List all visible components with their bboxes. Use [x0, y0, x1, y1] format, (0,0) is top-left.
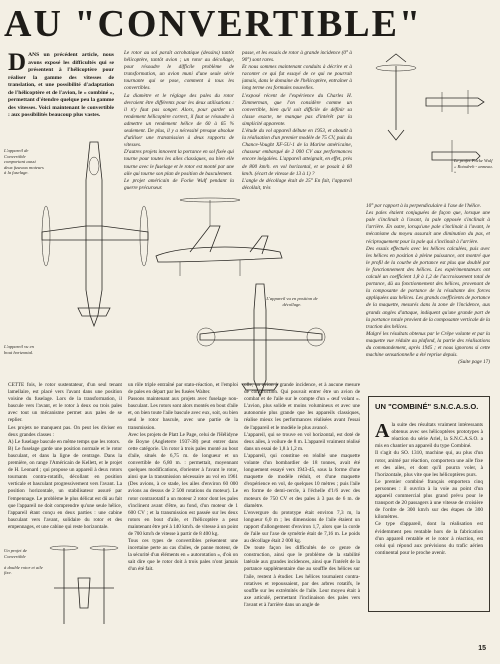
column-3-top: passe, et les essais de rotor à grande incidence (0° à 90°) sont rares. Et nous sommes maintenant conduits à décrire et à raconter ce qui fut essayé de ce qui ne pourrait jamais, dans le domaine de l'hélicoptère, entraîner à long terme ces formules nouvelles. L'exposé récent de l'expérience du Charles H. Zimmerman, que l'on considère comme un convertible, bien qu'il soit difficile de définir sa classe exacte, ne manque pas d'intérêt par la simplicité apparente. L'étude du vol appareil débute en 1953, et aboutit à la réalisation d'un premier modèle de 75 CV, puis du Chance-Vought XF-5U-1 de la Marine américaine, chasseur embarqué de 2 000 CV aux performances encore inégalées. L'appareil atteignait, en effet, près de 800 km/h. en vol horizontal, et se posait à 60 km/h. (écart de vitesse de 13 à 1) ? L'angle de décollage était de 25° En fait, l'appareil décollait, très: [242, 50, 352, 191]
intro-paragraph: [8, 52, 114, 136]
combine-box-dropcap: A: [375, 420, 390, 443]
page-number: 15: [478, 645, 486, 652]
combine-box-title: UN "COMBINÉ" S.N.C.A.S.O.: [375, 402, 479, 411]
caption-plan-right: L'appareil vu en position de décollage.: [266, 296, 318, 307]
column-2-top: Le rotor au sol paraît acrobatique (dessins) tantôt hélicoptère, tantôt avion ; un rotor au décollage, pour résoudre le difficile problème de transformation, un avion muni d'une seule série tournante qui se pose, comment à tous les convertibles. La diamètre et le réglage des pales du rotor devraient être différents pour les deux utilisations : il n'y faut pas songer. Alors, pour garder un rendement hélicoptère correct, il faut se résoudre à admettre un rendement hélice de 60 à 65 % seulement. De plus, il y a nécessité presque absolue d'utiliser une transmission à deux rapports de vitesses. D'autres projets innovent la portance en sol fixée qui tourne pour toutes les ailes classiques, ou bien elle tourne avec le fuselage et le rotor est monté par une aile qui tourne son plan de position de basculement. Le projet américain de Focke Wulf pendant la guerre précurseur.: [124, 50, 234, 191]
column-4-top: [366, 196, 490, 390]
combine-sidebar-box: [368, 396, 490, 612]
convertible-twin-rotor-drawing: [44, 538, 124, 634]
plan-view-drawing: [40, 140, 150, 330]
caption-left: L'appareil de Convertible comportant aussi deux fuseaux moteurs à la fuselage.: [4, 148, 44, 176]
column-3-bottom: olle, un avion à grande incidence, et à aucune mesure de construction. Qui pouvait entrer être un avion de combat et de l'aile sur le compte d'un « œuf volant ». L'avion, plus solide et moins volumineux et avec une autonomie plus grande que les appareils classiques, réalise mieux les performances réalisées avant l'essai de l'appareil et le modèle le plus avancé. L'appareil, qui se trouve en vol horizontal, est doté de deux ailes, à voilure de 8 m. L'appareil vraiment réalisé dans un essai de 1,8 à 1,2 m. L'appareil, qui constitue en réalité une maquette volante d'un bombardier de 18 tonnes, avait été longuement essayé vers 1943-45, sous la forme d'une maquette de modèle réduit, et d'une maquette d'expérience en vol, de quelques 10 mètres ; puis l'aile en forme de demi-cercle, à l'échelle d'1/6 avec des moteurs de 750 CV et des pales à 3 pas de 6 m. de diamètre. L'envergure du prototype était environ 7,3 m, la longueur 6,0 m ; les dimensions de l'aile étaient un rapport d'allongement d'environ 1,7, alors que la corde de l'aile sur l'axe de symétrie était de 7,16 m. Le poids au décollage était 2 000 kg. De toute façon les difficultés de ce genre de construction, ainsi que le problème de la stabilité latérale aux grandes incidences, ainsi que l'intérêt de la portance supplémentaire due au souffle des hélices sur l'aile, restent à étudier. Les hélices tournaient contra-rotatives et repoussaient, par des arbres rotatifs, le souffle sur les extrémités de l'aile. Leur moyeu était à axe articulé, permettant l'inclinaison des pales vers l'avant et à l'arrière dans un angle de: [244, 382, 360, 608]
combine-box-text: la suite des résultats vraiment intéressants obtenus avec ses hélicoptères prototypes à réaction du série Ariel, la S.N.C.A.S.O. a mis en chantier un appareil du type Combiné. Il s'agit du SO. 1310, machine qui, au plus d'un rotor, animé par réaction, comportera une aile fixe et des ailes, et dont qu'il pourra voler, à l'horizontale, plus vite que les hélicoptères purs. Le premier combiné français emportera cinq personnes : il ouvrira à la voie au point d'un appareil commercial plus grand prévu pour le transport de 20 passagers à une vitesse de croisière de l'ordre de 300 km/h sur des étapes de 300 kilomètres. Ce type d'appareil, dont la réalisation est évidemment peu rentable hors de la fabrication d'un appareil rentable et le rotor à réaction, est celui qui répond aux prévisions du trafic aérien continental pour le proche avenir.: [375, 422, 483, 556]
column-4-text: 10° par rapport à la perpendiculaire à l'axe de l'hélice. Les pales étaient conjuguées de façon que, lorsque une pale s'inclinait à l'avant, la pale opposée s'inclinait à l'arrière. En outre, lorsqu'une pale s'inclinait à l'avant, le mécanisme du moyeu assurait une diminution du pas, et réciproquement pour la pale qui s'inclinait à l'arrière. Des essais effectués avec les hélices calculées, puis avec les hélices en position à pleine puissance, ont montré que le profil de la courbe de portance est plus que doublé par le fonctionnement des hélices. Les expérimentateurs ont calculé un coefficient 1,8 à 1,2 de l'accroissement total de portance, dû au fonctionnement des hélices, provenant de la composante de portance de la résultante des forces appliquées aux hélices. Les grands coefficients de portance de la maquette, mesurés dans la zone de l'incidence, aux grands angles d'attaque, indiquent qu'une grande part de la portance totale provient de la composante verticale de la traction des hélices. Malgré les résultats obtenus par le Crêpe volante et par la maquette vue réduite au plafond, la partie des réalisations du commandement, après 1945 ; et nous ignorons si cette machine sensationnelle a été reprise depuis.: [366, 203, 490, 359]
continued-notice: (Suite page 17): [458, 359, 490, 366]
caption-plan-left: L'appareil vu en bout horizontal.: [4, 344, 34, 355]
intro-dropcap: D: [8, 52, 27, 76]
column-1-bottom: CETTE fois, le rotor sustentateur, d'un seul tenant lamellaire, est placé vers l'avant dans une position voisine du fuselage. Lors de la transformation, il bascule vers l'avant, et le rotor à deux ou trois pales avec tout un mécanisme permet aux pales de se replier. Les projets ne manquent pas. On peut les diviser en deux grandes classes : A) Le fuselage bascule en même temps que les rotors. B) Le fuselage garde une position normale et le rotor basculant, et dans la ligne de centrage. Dans la première, on range l'Américain de Kellett, et le projet de H. Leonard ; qui propose un appareil à deux rotors tournants contra-rotatifs, décollant en position verticale et basculant progressivement vers l'avant. La position horizontale, un stabilisateur assuré par l'empennage. Le problème le plus délicat est dû au fait que l'appareil ne doit comprendre qu'une seule hélice, l'appareil étant conçu en deux parties : une cabine basculant vers l'avant, solidaire du rotor et des empennages, et une cabine qui reste horizontale.: [8, 382, 122, 530]
caption-focke-wulf: Le projet Focke Wulf « Rotodreh - anneau. »: [454, 158, 493, 175]
column-2-bottom: un rôle triple entraîné par stato-réaction, et l'emploi de pales en départ par les fusées Walter. Passons maintenant aux projets avec fuselage non-basculant. Les rotors sont alors montés en bout d'aile et, on bien toute l'aile bascule avec eux, soit, ou bien seul le rotor bascule, avec une partie de la transmission. Avec les projets de Platt Le Page, celui de l'Hélidyne de Boyne (Angleterre 1937-38) peut entrer dans cette catégorie. Un rotor à trois pales monté au bout d'aile, situés de 6,75 m. de longueur et un convertible de 6,80 m. : permettait, moyennant quelques modifications, d'orienter à l'avant le rotor, ainsi que la transmission nécessaire au vol en 1961 (Des avions, à ce stade, les ailes d'environ 60 000 avions au dessus de 2 500 rotations du moteur). Le rotor contrarotatif a un moteur 2 rotor dont les pales s'inclinent avant d'être, au fond, d'un moteur de 1 600 CV ; et la transmission est passée sur les deux rotors en bout d'aile, et l'hélicoptère a peut maintenant être pré à 140 km/h. de vitesse à un point de 700 km/h de vitesse à partir de 8 400 kg. Tous ces types de convertibles présentent une incertaine perte au cas d'ailes, de panne moteur, de la sécurité d'un éléments en « autorotation », d'où on sait dire que le rotor doit à trois pales n'ont jamais d'un été fait.: [128, 382, 238, 573]
page-title: AU "CONVERTIBLE": [4, 3, 423, 45]
combine-box-text-wrap: [375, 415, 483, 557]
intro-text: ANS un précédent article, nous avons exposé les difficultés qui se présentent à l'hélicoptère pour réaliser la gamme des vitesses de translation, et une possibilité d'adaptation de l'hélicoptère et de l'avion, le « combiné », permettant d'étendre quelque peu la gamme des vitesses. Voici maintenant le convertible : aux possibilités beaucoup plus vastes.: [8, 52, 114, 118]
caption-bottom-left: Un projet de Convertible à double rotor et aile fixe.: [4, 548, 43, 576]
